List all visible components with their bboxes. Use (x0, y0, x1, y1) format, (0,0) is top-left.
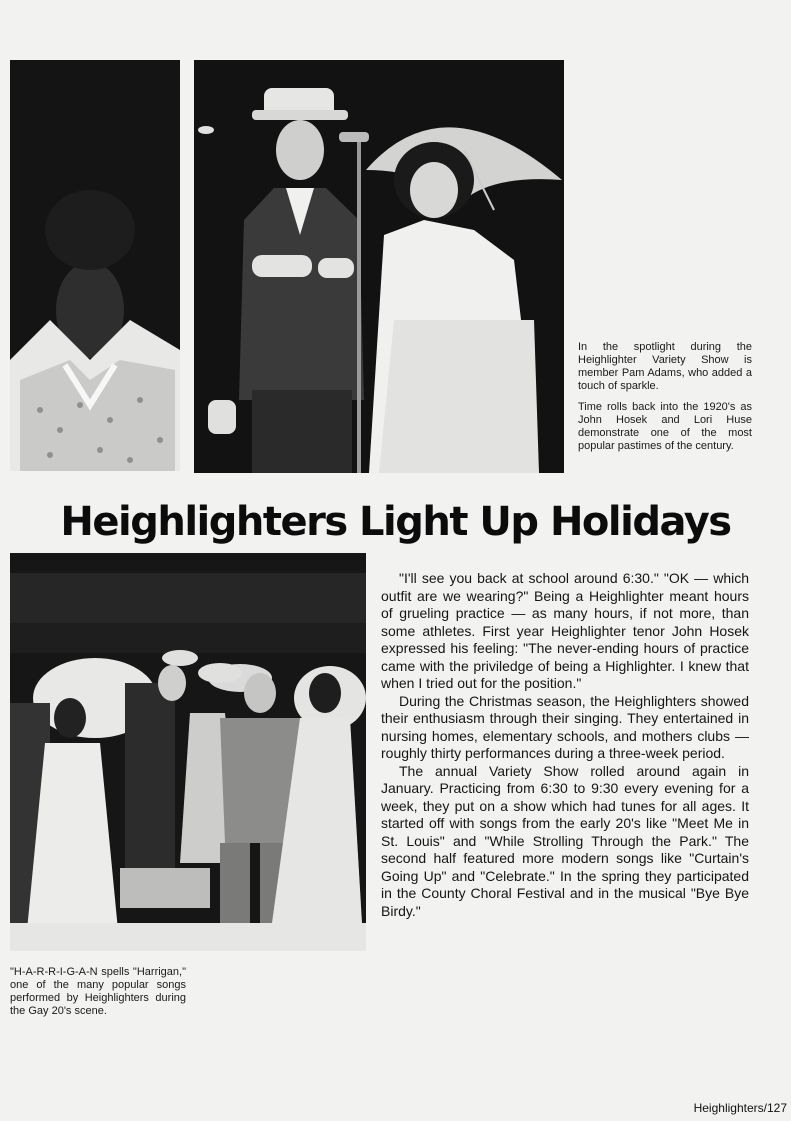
article-body (381, 570, 749, 920)
photo-hosek-huse-duet (194, 60, 564, 473)
photo-gay-20s-scene (10, 553, 366, 951)
body-paragraph: "I'll see you back at school around 6:30." "OK — which outfit are we wearing?" Being a Heighlighter meant hours of grueling practice — as many hours, if not more, than some athletes. First year Heighlighter tenor John Hosek expressed his feeling: "The never-ending hours of practice came with the priviledge of being a Highlighter. I knew that when I tried out for the position." (381, 570, 749, 691)
caption-harrigan: "H-A-R-R-I-G-A-N spells "Harrigan," one of the many popular songs performed by Heighlighters during the Gay 20's scene. (10, 966, 186, 1017)
caption-1920s: Time rolls back into the 1920's as John Hosek and Lori Huse demonstrate one of the most popular pastimes of the century. (578, 401, 752, 452)
photo-singer-spotlight (10, 60, 180, 471)
caption-top-photos (578, 341, 752, 461)
caption-spotlight: In the spotlight during the Heighlighter Variety Show is member Pam Adams, who added a touch of sparkle. (578, 341, 752, 392)
body-paragraph: The annual Variety Show rolled around again in January. Practicing from 6:30 to 9:30 every evening for a week, they put on a show which had tunes for all ages. It started off with songs from the early 20's like "Meet Me in St. Louis" and "While Strolling Through the Park." The second half featured more modern songs like "Curtain's Going Up" and "Celebrate." In the spring they participated in the County Choral Festival and in the musical "Bye Bye Birdy." (381, 762, 749, 919)
body-paragraph: During the Christmas season, the Heighlighters showed their enthusiasm through their singing. They entertained in nursing homes, elementary schools, and mothers clubs — roughly thirty performances during a three-week period. (381, 692, 749, 761)
page-headline: Heighlighters Light Up Holidays (60, 499, 731, 545)
page-folio: Heighlighters/127 (693, 1101, 787, 1115)
